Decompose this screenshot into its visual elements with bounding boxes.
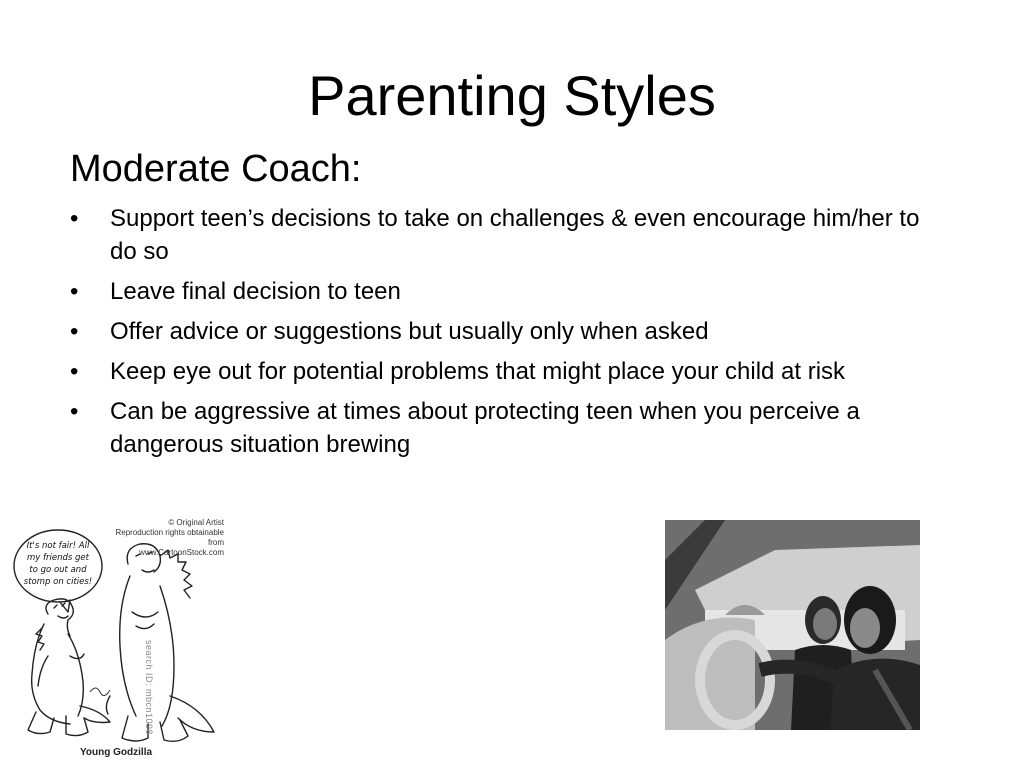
- car-photo-image: [665, 520, 920, 730]
- credit-line: © Original Artist: [168, 518, 224, 527]
- bullet-item: [70, 202, 950, 268]
- bullet-marker: •: [70, 278, 79, 305]
- bullet-text: Offer advice or suggestions but usually only when asked: [110, 318, 709, 345]
- credit-line: Reproduction rights obtainable from: [115, 528, 224, 547]
- bullet-item: [70, 275, 950, 308]
- bullet-list: [70, 202, 950, 468]
- slide-subtitle: Moderate Coach:: [70, 148, 362, 190]
- bullet-item: [70, 395, 950, 461]
- slide-title: Parenting Styles: [308, 64, 716, 127]
- bullet-text: Support teen’s decisions to take on challenges & even encourage him/her to do so: [110, 205, 920, 265]
- speech-bubble-text: It's not fair! All my friends get to go out and stomp on cities!: [23, 541, 93, 587]
- bullet-marker: •: [70, 205, 79, 232]
- bullet-marker: •: [70, 358, 79, 385]
- cartoon-credit: [104, 518, 224, 558]
- bullet-text: Keep eye out for potential problems that might place your child at risk: [110, 358, 846, 385]
- bullet-text: Leave final decision to teen: [110, 278, 401, 305]
- bullet-marker: •: [70, 398, 79, 425]
- cartoon-caption: Young Godzilla: [80, 747, 153, 758]
- bullet-marker: •: [70, 318, 79, 345]
- cartoon-search-id: search ID: mbcn1098: [144, 640, 154, 736]
- credit-line: www.CartoonStock.com: [139, 548, 224, 557]
- bullet-item: [70, 355, 950, 388]
- bullet-item: [70, 315, 950, 348]
- bullet-text: Can be aggressive at times about protecting teen when you perceive a dangerous situation brewing: [110, 398, 860, 458]
